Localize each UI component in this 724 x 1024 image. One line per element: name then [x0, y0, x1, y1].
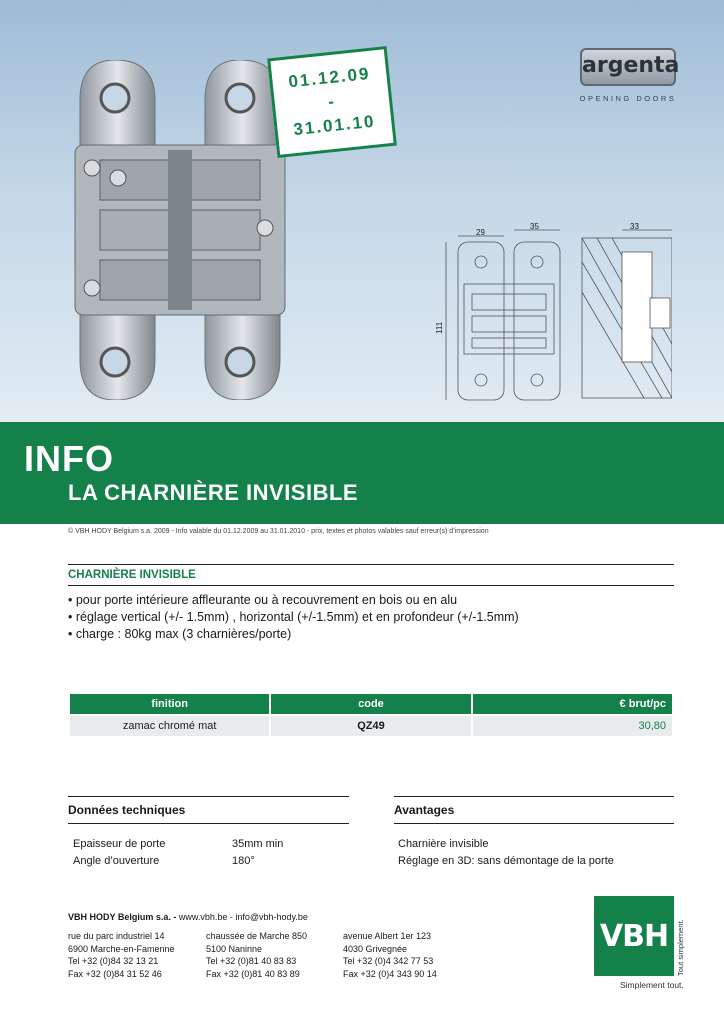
cell-finish: zamac chromé mat: [70, 716, 269, 736]
address-line: Tel +32 (0)4 342 77 53: [343, 956, 434, 966]
promo-dash: -: [327, 91, 337, 112]
specs-heading: Données techniques: [68, 796, 349, 824]
dimension-width-mid: 35: [530, 222, 539, 231]
table-row: [70, 716, 672, 736]
spec-label: Angle d’ouverture: [73, 855, 160, 867]
promo-start-date: 01.12.09: [287, 63, 372, 92]
column-header-finish: finition: [70, 694, 269, 714]
vbh-slogan: Simplement tout.: [620, 980, 684, 990]
address-line: 6900 Marche-en-Famenne: [68, 943, 175, 954]
product-section-title: CHARNIÈRE INVISIBLE: [68, 564, 674, 586]
company-name: VBH HODY Belgium s.a. -: [68, 912, 177, 922]
address-line: Tel +32 (0)81 40 83 83: [206, 956, 297, 966]
promo-end-date: 31.01.10: [292, 111, 377, 140]
advantage-item: Réglage en 3D: sans démontage de la porte: [398, 855, 614, 867]
address-line: rue du parc industriel 14: [68, 931, 165, 941]
footer-company-line: [68, 912, 308, 922]
column-header-code: code: [271, 694, 470, 714]
price-table: [68, 692, 674, 738]
address-line: chaussée de Marche 850: [206, 931, 308, 941]
argenta-tagline: OPENING DOORS: [579, 94, 677, 103]
address-line: Fax +32 (0)4 343 90 14: [343, 968, 437, 979]
feature-list: [68, 592, 674, 643]
argenta-logo-mark: argenta: [580, 48, 676, 86]
address-line: Fax +32 (0)84 31 52 46: [68, 968, 162, 979]
feature-item: • charge : 80kg max (3 charnières/porte): [68, 627, 292, 641]
dimension-height: 111: [435, 321, 444, 334]
spec-value: 35mm min: [232, 838, 284, 850]
address-line: Tel +32 (0)84 32 13 21: [68, 956, 159, 966]
vbh-vertical-slogan: Tout simplement.: [676, 919, 685, 976]
address-line: 5100 Naninne: [206, 943, 263, 954]
argenta-logo: [578, 48, 678, 103]
title-banner: [0, 422, 724, 524]
promo-date-badge: [267, 46, 397, 158]
cell-price: 30,80: [473, 716, 672, 736]
address-line: avenue Albert 1er 123: [343, 931, 432, 941]
address-line: 4030 Grivegnée: [343, 943, 408, 954]
feature-item: • réglage vertical (+/- 1.5mm) , horizontal (+/-1.5mm) et en profondeur (+/-1.5mm): [68, 610, 519, 624]
dimension-width-right: 33: [630, 222, 639, 231]
address-block-naninne: [206, 930, 307, 980]
address-block-marche: [68, 930, 175, 980]
feature-item: • pour porte intérieure affleurante ou à recouvrement en bois ou en alu: [68, 593, 458, 607]
company-contact: www.vbh.be - info@vbh-hody.be: [176, 912, 308, 922]
technical-drawing: [432, 222, 672, 406]
banner-subtitle: LA CHARNIÈRE INVISIBLE: [68, 480, 359, 505]
vbh-logo: VBH: [594, 896, 674, 976]
hero-area: [0, 0, 724, 422]
address-line: Fax +32 (0)81 40 83 89: [206, 968, 300, 979]
column-header-price: € brut/pc: [473, 694, 672, 714]
banner-title: INFO: [24, 438, 114, 479]
advantage-item: Charnière invisible: [398, 838, 489, 850]
cell-code: QZ49: [271, 716, 470, 736]
dimension-width-left: 29: [476, 228, 485, 237]
copyright-notice: © VBH HODY Belgium s.a. 2009 - Info valable du 01.12.2009 au 31.01.2010 - prix, textes et photos valables sauf erreur(s) d’impression: [68, 528, 489, 535]
price-table-header: [70, 694, 672, 714]
spec-label: Epaisseur de porte: [73, 838, 166, 850]
hinge-photo: [60, 60, 300, 400]
advantages-heading: Avantages: [394, 796, 674, 824]
address-block-grivegnee: [343, 930, 437, 980]
spec-value: 180°: [232, 855, 255, 867]
